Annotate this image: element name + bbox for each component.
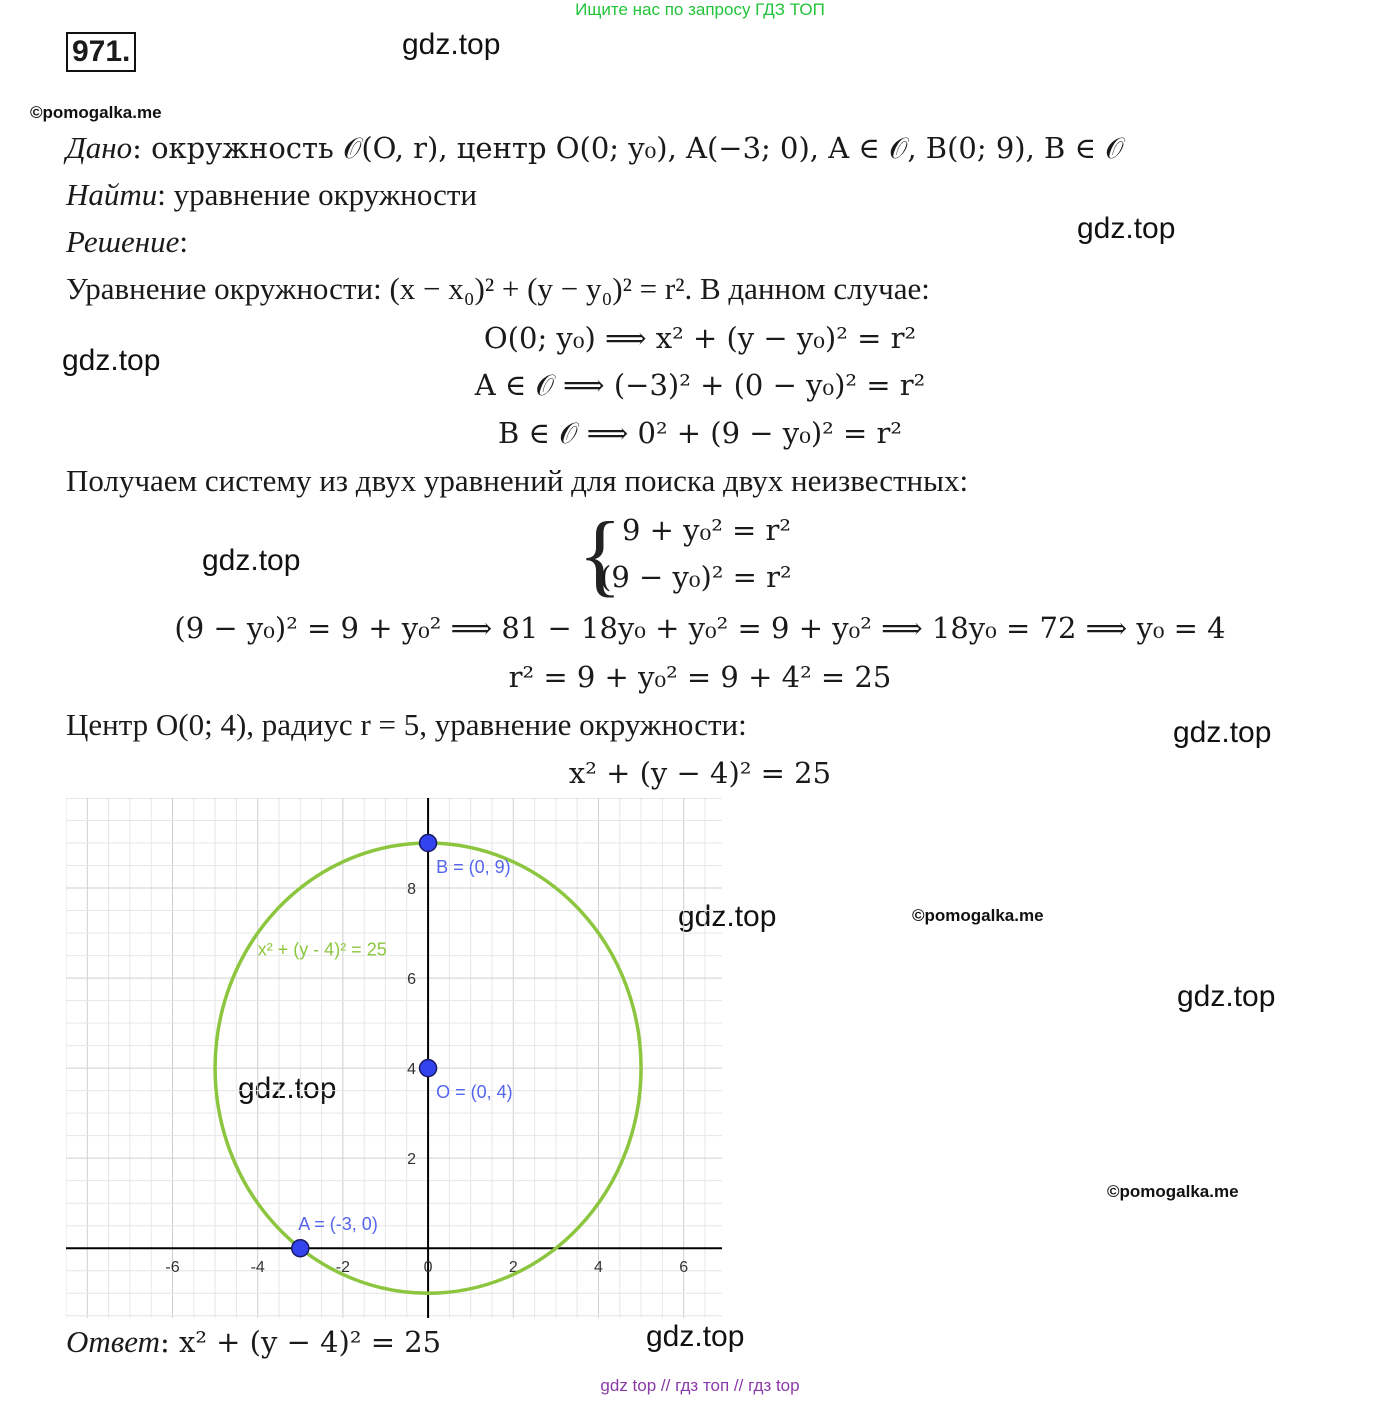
system-brace: {: [578, 503, 623, 605]
find-label: Найти: [66, 177, 158, 212]
answer-text: : x² + (y − 4)² = 25: [159, 1325, 442, 1359]
watermark-copyright: ©pomogalka.me: [1107, 1182, 1239, 1201]
given-line: [66, 130, 1124, 166]
y-tick-label: 2: [407, 1151, 417, 1169]
solution-label: Решение: [66, 224, 180, 259]
conclusion-text: Центр O(0; 4), радиус r = 5, уравнение окружности:: [66, 707, 747, 742]
watermark-gdz: gdz.top: [238, 1072, 337, 1105]
y-tick-label: 4: [407, 1061, 417, 1079]
find-text: : уравнение окружности: [157, 177, 477, 212]
watermark-copyright: ©pomogalka.me: [30, 103, 162, 122]
watermark-gdz: gdz.top: [202, 544, 301, 577]
point-b: [420, 835, 437, 852]
watermark-gdz: gdz.top: [1173, 716, 1272, 749]
footer-links[interactable]: gdz top // гдз топ // гдз top: [600, 1376, 800, 1395]
watermark-gdz: gdz.top: [646, 1320, 745, 1353]
circle-equation-label: x² + (y - 4)² = 25: [257, 939, 387, 960]
substitution-line-point-a: A ∈ 𝒪 ⟹ (−3)² + (0 − y₀)² = r²: [474, 368, 926, 402]
system-intro: Получаем систему из двух уравнений для поиска двух неизвестных:: [66, 463, 969, 498]
answer-label: Ответ: [66, 1324, 160, 1359]
derivation-line-1: (9 − y₀)² = 9 + y₀² ⟹ 81 − 18y₀ + y₀² = 9 + y₀² ⟹ 18y₀ = 72 ⟹ y₀ = 4: [174, 611, 1226, 645]
task-number: 971.: [66, 32, 136, 72]
solution-label-suffix: :: [179, 224, 188, 259]
search-hint[interactable]: Ищите нас по запросу ГДЗ ТОП: [575, 0, 825, 19]
x-tick-label: -2: [335, 1259, 351, 1277]
point-a: [292, 1240, 309, 1257]
circle-graph: [66, 798, 722, 1318]
watermark-gdz: gdz.top: [402, 28, 501, 61]
watermark-gdz: gdz.top: [1077, 212, 1176, 245]
find-line: [66, 177, 477, 213]
watermark-gdz: gdz.top: [62, 344, 161, 377]
x-tick-label: 6: [679, 1259, 689, 1277]
point-label-b: B = (0, 9): [436, 857, 511, 878]
x-tick-label: 2: [508, 1259, 518, 1277]
equation-intro: Уравнение окружности: (x − x₀)² + (y − y₀)² = r². В данном случае:: [66, 271, 930, 306]
watermark-gdz: gdz.top: [1177, 980, 1276, 1013]
point-label-a: A = (-3, 0): [298, 1214, 378, 1235]
given-text: : окружность 𝒪(O, r), центр O(0; y₀), A(−3; 0), A ∈ 𝒪, B(0; 9), B ∈ 𝒪: [132, 131, 1124, 165]
watermark-gdz: gdz.top: [678, 900, 777, 933]
x-tick-label: -6: [165, 1259, 180, 1277]
y-tick-label: 6: [407, 971, 417, 989]
x-tick-label: -4: [250, 1259, 265, 1277]
derivation-line-2: r² = 9 + y₀² = 9 + 4² = 25: [508, 660, 892, 694]
x-tick-label: 4: [594, 1259, 603, 1277]
point-label-o: O = (0, 4): [436, 1082, 513, 1103]
final-equation: x² + (y − 4)² = 25: [568, 756, 832, 790]
y-tick-label: 8: [407, 881, 417, 899]
solution-heading: [66, 224, 188, 260]
point-o: [420, 1060, 437, 1077]
system-equation-1: 9 + y₀² = r²: [622, 513, 792, 547]
substitution-line-center: O(0; y₀) ⟹ x² + (y − y₀)² = r²: [483, 321, 917, 355]
answer-line: [66, 1324, 441, 1360]
given-label: Дано: [66, 130, 133, 165]
substitution-line-point-b: B ∈ 𝒪 ⟹ 0² + (9 − y₀)² = r²: [498, 416, 902, 450]
watermark-copyright: ©pomogalka.me: [912, 906, 1044, 925]
x-tick-label: 0: [423, 1259, 433, 1277]
system-equation-2: (9 − y₀)² = r²: [600, 560, 792, 594]
